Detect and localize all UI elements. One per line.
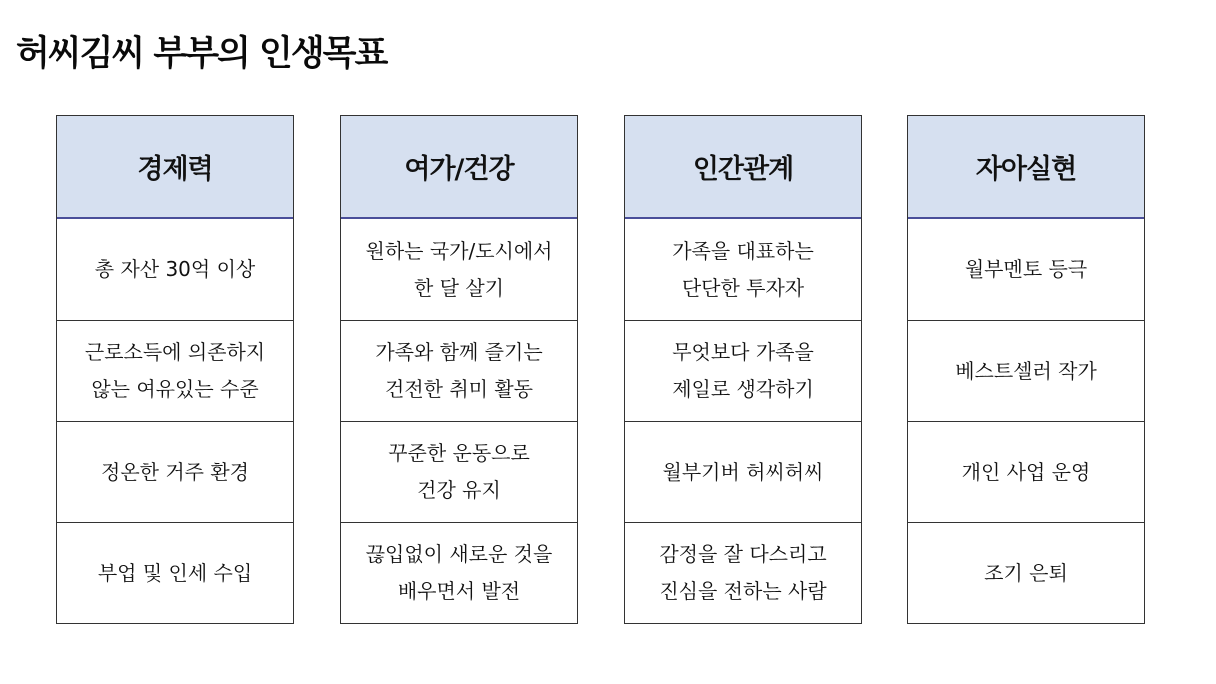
- goal-cell: 끊입없이 새로운 것을 배우면서 발전: [341, 522, 577, 623]
- goal-cell: 월부멘토 등극: [964, 257, 1088, 281]
- goal-cell: 원하는 국가/도시에서 한 달 살기: [365, 238, 553, 300]
- goal-cell: 총 자산 30억 이상: [94, 257, 256, 281]
- column-header: 자아실현: [908, 116, 1144, 219]
- goal-cell: 월부기버 허씨허씨: [625, 421, 861, 522]
- goal-cell: 근로소득에 의존하지 않는 여유있는 수준: [57, 320, 293, 421]
- column-header: 여가/건강: [341, 116, 577, 219]
- goal-cell: 꾸준한 운동으로 건강 유지: [341, 421, 577, 522]
- goal-column-self-realization: [907, 115, 1145, 624]
- goal-cell: 가족와 함께 즐기는 건전한 취미 활동: [341, 320, 577, 421]
- column-header: 경제력: [57, 116, 293, 219]
- goal-cell: 조기 은퇴: [908, 522, 1144, 623]
- goal-cell: 감정을 잘 다스리고 진심을 전하는 사람: [625, 522, 861, 623]
- goal-cell: 가족을 대표하는 단단한 투자자: [672, 238, 814, 300]
- goal-cell: 개인 사업 운영: [908, 421, 1144, 522]
- goal-cell: 베스트셀러 작가: [908, 320, 1144, 421]
- goal-cell: 무엇보다 가족을 제일로 생각하기: [625, 320, 861, 421]
- column-header: 인간관계: [625, 116, 861, 219]
- goal-cell: 부업 및 인세 수입: [57, 522, 293, 623]
- goal-column-economy: [56, 115, 294, 624]
- goal-column-leisure-health: [340, 115, 578, 624]
- goal-column-relationships: [624, 115, 862, 624]
- goal-cell: 정온한 거주 환경: [57, 421, 293, 522]
- page-title: 허씨김씨 부부의 인생목표: [16, 34, 387, 74]
